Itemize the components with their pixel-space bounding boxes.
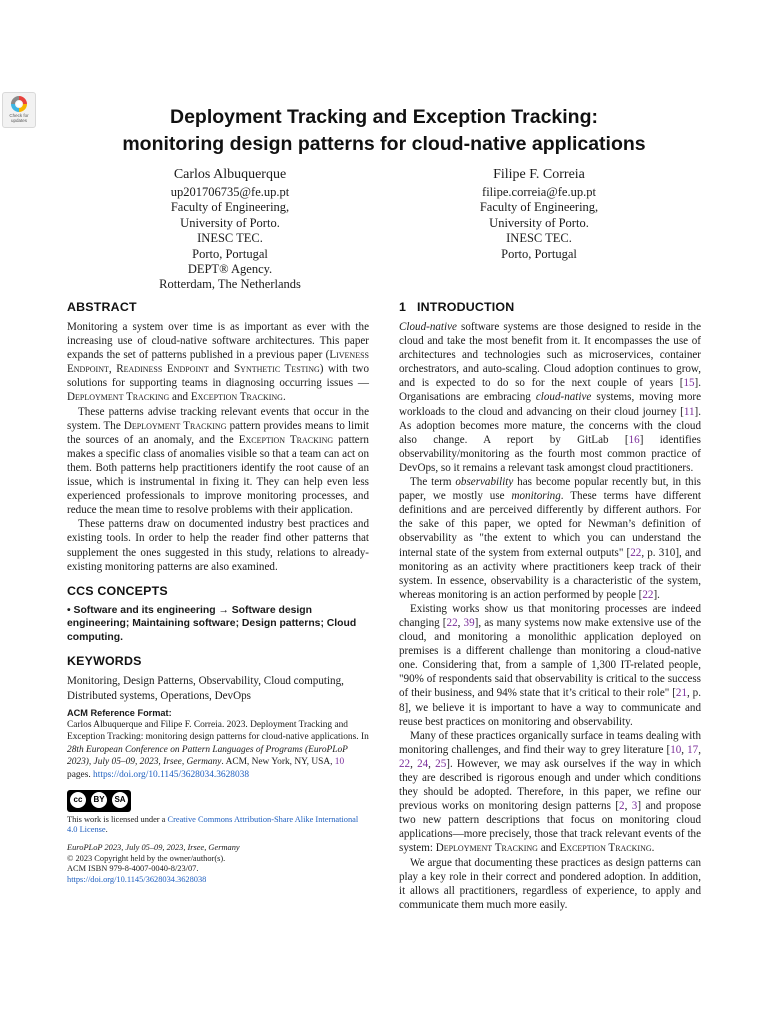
text-run: ]. Organisations are embracing: [399, 377, 701, 404]
text-run: ) with two solutions for supporting teams in diagnosing occurring issues —: [67, 363, 369, 390]
author-affiliation-line: Rotterdam, The Netherlands: [159, 277, 301, 292]
citation-link[interactable]: 2: [619, 800, 625, 813]
author-email: up201706735@fe.up.pt: [170, 185, 290, 199]
right-column: [399, 299, 701, 912]
intro-paragraph-3: [399, 602, 701, 729]
citation-link[interactable]: 21: [675, 687, 687, 700]
license-link[interactable]: Creative Commons Attribution-Share Alike International 4.0 License: [67, 814, 359, 835]
acm-reference-text: [67, 719, 369, 782]
text-run: pages.: [67, 770, 94, 781]
citation-link[interactable]: 16: [628, 433, 640, 446]
doi-link[interactable]: https://doi.org/10.1145/3628034.3628038: [93, 770, 250, 781]
author-email: filipe.correia@fe.up.pt: [482, 185, 596, 199]
author-affiliation-line: INESC TEC.: [197, 231, 263, 246]
author-affiliation-line: INESC TEC.: [506, 231, 572, 246]
footer-doi-link[interactable]: https://doi.org/10.1145/3628034.3628038: [67, 875, 207, 884]
citation-link[interactable]: 17: [687, 743, 699, 756]
intro-paragraph-1: [399, 320, 701, 475]
introduction-heading: 1 INTRODUCTION: [399, 300, 515, 314]
text-run: ,: [457, 616, 464, 629]
pattern-name: Exception Tracking: [238, 433, 334, 446]
author-affiliation-line: Porto, Portugal: [501, 246, 577, 261]
text-run: and: [208, 363, 234, 376]
text-run: These patterns advise tracking relevant events that occur in the system. The: [67, 405, 369, 432]
abstract-paragraph-1: [67, 320, 369, 405]
author-affiliation-line: University of Porto.: [489, 215, 589, 230]
intro-paragraph-2: [399, 475, 701, 602]
text-run: . ACM, New York, NY, USA,: [221, 757, 335, 768]
paper-title: [40, 104, 728, 158]
keywords-heading: KEYWORDS: [67, 654, 142, 669]
cc-license-badge[interactable]: [67, 790, 131, 812]
pattern-name: Exception Tracking: [559, 842, 652, 855]
text-run: ], as many systems now make extensive use of the cloud, and monitoring a monolithic application deployed on premises is a different challenge than monitoring a cloud-native one. Considering that, from a sample of 1,300 IT-related people, "90% of respondents said that observability is critical to the success of their business, and 94% state that it’s critical to their role" [: [399, 616, 702, 700]
text-run: and: [169, 391, 191, 404]
cc-by-icon: BY: [91, 792, 107, 808]
text-run: ]. As adoption becomes more mature, the concerns with the cloud also change. A report by GitLab [: [399, 405, 701, 446]
abstract-paragraph-3: These patterns draw on documented industry best practices and existing tools. In order to help the reader find other patterns that supplement the ones suggested in this study, relations to already-existing monitoring patterns are also examined.: [67, 518, 369, 573]
pattern-name: Synthetic Testing: [234, 363, 320, 376]
author-affiliation-line: DEPT® Agency.: [187, 262, 273, 277]
pattern-name: Deployment Tracking: [435, 842, 538, 855]
page-count-link[interactable]: 10: [334, 757, 345, 768]
ccs-heading: CCS CONCEPTS: [67, 583, 168, 598]
text-run: Many of these practices organically surface in teams dealing with monitoring challenges, and find their way to grey literature [: [399, 729, 701, 756]
text-run: Monitoring a system over time is as important as ever with the increasing use of cloud-native software architectures. This paper expands the set of patterns published in a previous paper (: [67, 321, 369, 362]
text-run: software systems are those designed to reside in the cloud and take the most benefit from it. It encompasses the use of architectures and technologies such as microservices, container orchestrators, and auto-scaling. Cloud adoption continues to grow, and is expected to do so for the next couple of years [: [399, 321, 701, 390]
citation-link[interactable]: 15: [683, 377, 695, 390]
left-column: [67, 299, 369, 886]
text-run: .: [282, 391, 286, 404]
text-run: pattern provides means to limit the sources of an anomaly, and the: [67, 419, 369, 446]
citation-link[interactable]: 10: [670, 743, 682, 756]
text-run: ,: [428, 757, 436, 770]
text-run: systems, moving more workloads to the cloud and advancing on their cloud journey [: [399, 391, 702, 418]
paper-title-line-1: Deployment Tracking and Exception Tracking:: [169, 106, 599, 128]
cc-icon: cc: [70, 792, 86, 808]
text-run: ,: [681, 743, 688, 756]
citation-link[interactable]: 24: [417, 757, 429, 770]
text-run: The term: [410, 476, 456, 489]
text-run: ,: [108, 363, 117, 376]
text-run: . These terms have different definitions and are perceived differently by different authors. For the sake of this paper, we opted for Newman’s definition of observability as "the extent to which you can understand the internal state of the system from external outputs" [: [399, 490, 701, 559]
author-affiliation-line: Faculty of Engineering,: [479, 200, 599, 215]
publication-footer: [67, 843, 369, 885]
ccs-text: • Software and its engineering → Software design engineering; Maintaining software; Design patterns; Cloud computing.: [67, 604, 357, 643]
emphasis: observability: [455, 476, 514, 489]
text-run: has become popular recently but, in this paper, we mostly use: [399, 476, 702, 503]
ccs-concepts: [67, 604, 369, 645]
text-run: , p. 310], and monitoring as an activity where practitioners keep track of their system. In essence, observability is a characteristic of the system, whereas monitoring is an action performed by people [: [399, 546, 701, 601]
abstract-heading: ABSTRACT: [67, 300, 137, 314]
text-run: , p. 8], we believe it is important to have a way to communicate and reuse best practices on monitoring and observability.: [399, 687, 701, 728]
pattern-name: Exception Tracking: [190, 391, 283, 404]
text-run: ]. However, we may ask ourselves if the way in which they are described is rigorous enough and under which conditions they should be adopted. Therefore, in this paper, we refine our previous works on monitoring design patterns [: [399, 757, 702, 813]
text-run: ,: [624, 800, 632, 813]
acm-reference-heading: ACM Reference Format:: [67, 707, 172, 718]
author-block-1: [100, 166, 360, 293]
pattern-name: Liveness Endpoint: [67, 349, 369, 376]
pattern-name: Deployment Tracking: [67, 391, 170, 404]
cc-sa-icon: SA: [112, 792, 128, 808]
citation-link[interactable]: 11: [683, 405, 695, 418]
pattern-name: Deployment Tracking: [123, 419, 227, 432]
emphasis: Cloud-native: [399, 321, 457, 333]
footer-copyright: © 2023 Copyright held by the owner/author(s).: [67, 853, 226, 863]
keywords-text: Monitoring, Design Patterns, Observability, Cloud computing, Distributed systems, Operations, DevOps: [67, 675, 344, 702]
citation-link[interactable]: 22: [630, 546, 642, 559]
citation-link[interactable]: 22: [399, 757, 411, 770]
text-run: .: [651, 842, 655, 855]
footer-isbn: ACM ISBN 979-8-4007-0040-8/23/07.: [67, 864, 199, 874]
check-for-updates-badge[interactable]: [2, 92, 36, 128]
author-name: Filipe F. Correia: [493, 167, 585, 182]
text-run: ,: [410, 757, 418, 770]
paper-title-line-2: monitoring design patterns for cloud-native applications: [122, 133, 646, 155]
text-run: ,: [698, 743, 701, 756]
citation-link[interactable]: 22: [642, 588, 654, 601]
check-for-updates-icon: [10, 95, 28, 113]
footer-venue: EuroPLoP 2023, July 05–09, 2023, Irsee, Germany: [67, 843, 240, 853]
citation-link[interactable]: 25: [435, 757, 447, 770]
citation-link[interactable]: 22: [446, 616, 458, 629]
badge-label: Check for updates: [9, 113, 29, 123]
intro-paragraph-4: [399, 729, 701, 856]
citation-link[interactable]: 39: [463, 616, 475, 629]
text-run: This work is licensed under a: [67, 814, 168, 824]
author-block-2: [409, 166, 669, 262]
text-run: ] and propose two new pattern descriptions that focus on monitoring cloud applications—more precisely, those that track relevant events of the system:: [399, 800, 702, 855]
reference-venue: 28th European Conference on Pattern Languages of Programs (EuroPLoP 2023), July 05–09, 2023, Irsee, Germany: [67, 744, 348, 768]
emphasis: cloud-native: [535, 391, 592, 404]
license-statement: [67, 815, 369, 837]
text-run: .: [105, 825, 108, 835]
text-run: ] identifies observability/monitoring as the fourth most common practice of DevOps, so it remains a relevant task amongst cloud practitioners.: [399, 433, 702, 474]
author-name: Carlos Albuquerque: [173, 167, 287, 182]
author-affiliation-line: Porto, Portugal: [192, 246, 268, 261]
text-run: Carlos Albuquerque and Filipe F. Correia. 2023. Deployment Tracking and Exception Tracking: monitoring design patterns for cloud-native applications. In: [67, 719, 369, 743]
text-run: ].: [653, 588, 660, 601]
intro-paragraph-5: We argue that documenting these practices as design patterns can play a key role in their correct and pondered adoption. In addition, it allows all practitioners, regardless of experience, to apply and communicate them much more easily.: [399, 856, 701, 911]
pattern-name: Readiness Endpoint: [116, 363, 209, 376]
text-run: pattern makes a specific class of anomalies visible so that a team can act on them. Both patterns help practitioners identify the root cause of an issue, which is instrumental in fixing it. They can help even less experienced professionals to improve monitoring processes, and reduce the mean time to resolve problems with their application.: [67, 433, 369, 517]
text-run: Existing works show us that monitoring processes are indeed changing [: [399, 602, 701, 629]
author-affiliation-line: University of Porto.: [180, 215, 280, 230]
citation-link[interactable]: 3: [631, 800, 638, 813]
emphasis: monitoring: [511, 490, 561, 503]
abstract-paragraph-2: [67, 405, 369, 518]
author-affiliation-line: Faculty of Engineering,: [170, 200, 290, 215]
text-run: and: [537, 842, 560, 855]
